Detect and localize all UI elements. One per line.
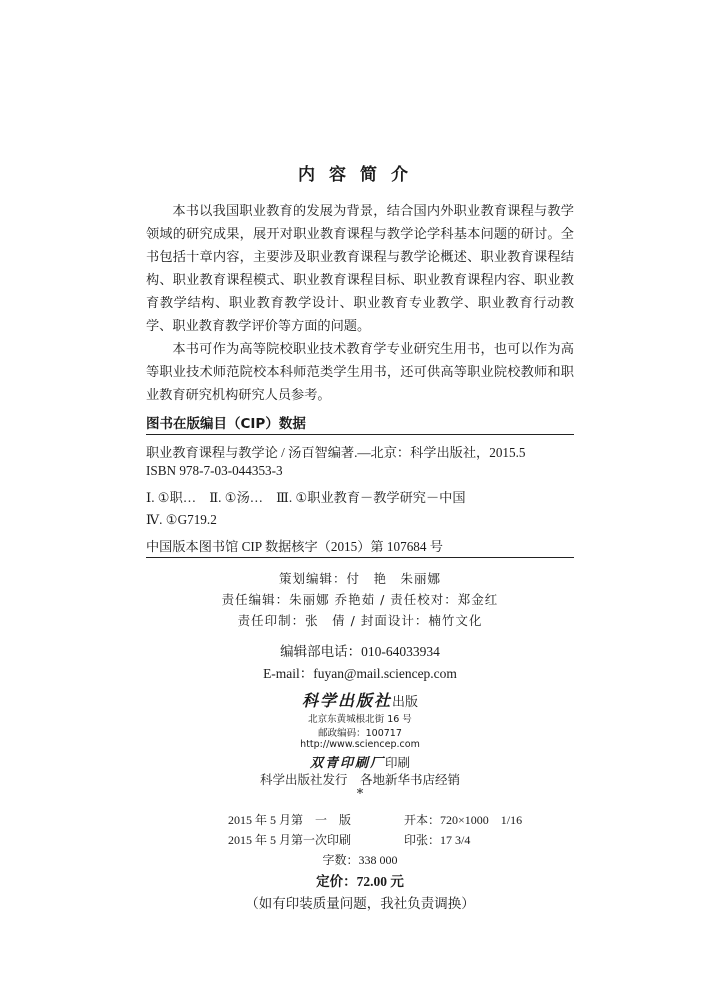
publisher-website: http://www.sciencep.com [300, 739, 420, 750]
publisher-postal: 邮政编码：100717 [318, 728, 402, 739]
printing-line: 2015 年 5 月第一次印刷 [228, 833, 352, 847]
editor-proofreader: 责任编辑：朱丽娜 乔艳茹 / 责任校对：郑金红 [221, 592, 499, 607]
printer-logo: 双青印刷厂 [309, 756, 385, 771]
edition-line: 2015 年 5 月第 一 版 [228, 813, 352, 827]
cip-bottom-rule [146, 557, 574, 558]
editorial-phone: 编辑部电话：010-64033934 [280, 644, 440, 659]
cip-heading: 图书在版编目（CIP）数据 [146, 416, 306, 432]
word-count-line: 字数：338 000 [322, 853, 398, 867]
quality-notice: （如有印装质量问题，我社负责调换） [245, 896, 475, 911]
price-line: 定价：72.00 元 [316, 874, 404, 889]
printing-design: 责任印制：张 倩 / 封面设计：楠竹文化 [237, 613, 483, 628]
planning-editor: 策划编辑：付 艳 朱丽娜 [278, 571, 441, 586]
cip-title-line: 职业教育课程与教学论 / 汤百智编著.—北京：科学出版社，2015.5 [146, 445, 526, 460]
summary-paragraph-2: 本书可作为高等院校职业技术教育学专业研究生用书，也可以作为高等职业技术师范院校本科师范类学生用书，还可供高等职业院校教师和职业教育研究机构研究人员参考。 [146, 342, 574, 403]
cip-top-rule [146, 434, 574, 435]
printer-line [0, 752, 720, 771]
distribution-line: 科学出版社发行 各地新华书店经销 [259, 772, 460, 787]
publisher-address: 北京东黄城根北街 16 号 [308, 714, 412, 725]
summary-title: 内容简介 [298, 165, 422, 185]
cip-class-line: Ⅳ. ①G719.2 [146, 512, 217, 527]
cip-record-line: 中国版本图书馆 CIP 数据核字（2015）第 107684 号 [146, 539, 443, 554]
editorial-email: E-mail：fuyan@mail.sciencep.com [263, 666, 457, 681]
publisher-suffix: 出版 [392, 695, 419, 710]
sheets-line: 印张：17 3/4 [404, 833, 471, 847]
printer-suffix: 印刷 [385, 755, 411, 770]
publisher-logo: 科学出版社 [301, 691, 392, 710]
publisher-line [0, 688, 720, 711]
summary-paragraph-1: 本书以我国职业教育的发展为背景，结合国内外职业教育课程与教学领域的研究成果，展开对职业教育课程与教学论学科基本问题的研讨。全书包括十章内容，主要涉及职业教育课程与教学论概述、职业教育课程结构、职业教育课程模式、职业教育课程目标、职业教育课程内容、职业教育教学结构、职业教育教学设计、职业教育专业教学、职业教育行动教学、职业教育教学评价等方面的问题。 [146, 204, 574, 334]
cip-subject-line: Ⅰ. ①职… Ⅱ. ①汤… Ⅲ. ①职业教育－教学研究－中国 [146, 490, 466, 505]
asterisk-mark: * [356, 787, 364, 802]
cip-isbn-line: ISBN 978-7-03-044353-3 [146, 463, 283, 478]
summary-body [146, 200, 574, 407]
format-line: 开本：720×1000 1/16 [404, 813, 523, 827]
